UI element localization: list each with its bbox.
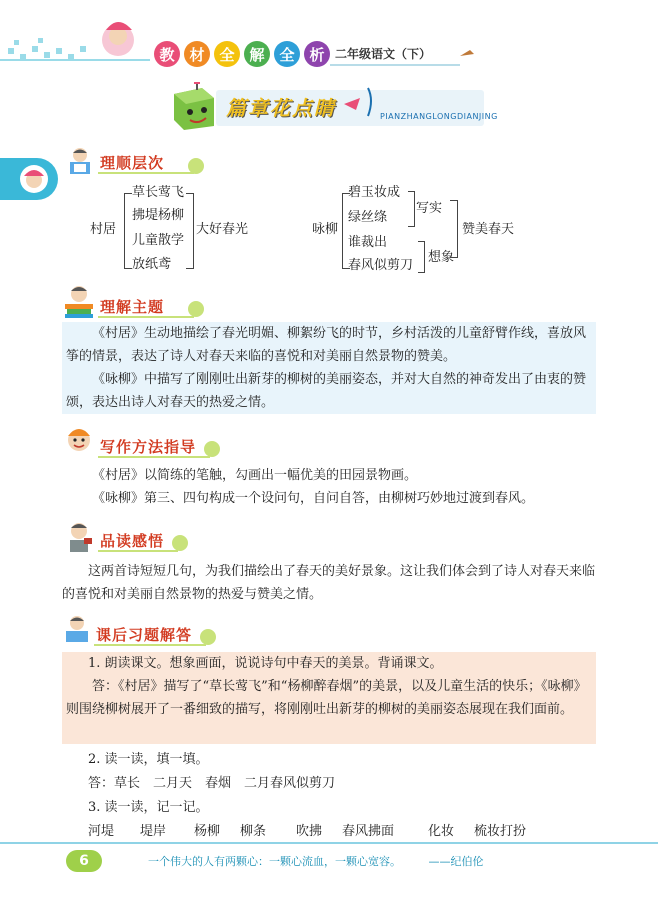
exercise-word-6: 春风拂面 bbox=[342, 824, 395, 839]
exercise-word-7: 化妆 bbox=[428, 824, 455, 839]
reading-block bbox=[62, 560, 596, 606]
section-end-dot bbox=[200, 629, 216, 645]
footer-line bbox=[0, 842, 658, 844]
series-char-2: 材 bbox=[184, 41, 210, 67]
series-title bbox=[150, 38, 335, 70]
series-char-6: 析 bbox=[304, 41, 330, 67]
structure-right-g2-label: 想象 bbox=[428, 250, 455, 265]
structure-right-g1-label: 写实 bbox=[416, 201, 443, 216]
exercise-word-5: 吹拂 bbox=[296, 824, 323, 839]
section-title-reading: 品读感悟 bbox=[100, 532, 165, 550]
writing-paragraph-1: 《村居》以简练的笔触，勾画出一幅优美的田园景物画。 bbox=[92, 468, 418, 483]
section-end-dot bbox=[188, 158, 204, 174]
banner-title: 篇章花点睛 bbox=[226, 96, 336, 120]
writing-paragraph-2: 《咏柳》第三、四句构成一个设问句，自问自答，由柳树巧妙地过渡到春风。 bbox=[92, 491, 535, 506]
section-title-writing: 写作方法指导 bbox=[100, 438, 197, 456]
structure-left-item-2: 拂堤杨柳 bbox=[132, 208, 185, 223]
theme-paragraph-2: 《咏柳》中描写了刚刚吐出新芽的柳树的美丽姿态，并对大自然的神奇发出了由衷的赞颂，表达出诗人对春天的热爱之情。 bbox=[66, 372, 587, 410]
series-char-4: 解 bbox=[244, 41, 270, 67]
section-title-structure: 理顺层次 bbox=[100, 154, 165, 172]
structure-left-item-3: 儿童散学 bbox=[132, 233, 185, 248]
writing-block bbox=[66, 464, 596, 510]
structure-right-g1-item-2: 绿丝绦 bbox=[348, 210, 388, 225]
series-char-1: 教 bbox=[154, 41, 180, 67]
exercise-word-4: 柳条 bbox=[240, 824, 267, 839]
exercise-q2: 2. 读一读，填一填。 bbox=[88, 752, 209, 767]
structure-left-item-1: 草长莺飞 bbox=[132, 185, 185, 200]
exercise-q1: 1. 朗读课文。想象画面，说说诗句中春天的美景。背诵课文。 bbox=[88, 656, 443, 671]
exercise-q3: 3. 读一读，记一记。 bbox=[88, 800, 209, 815]
section-underline bbox=[98, 550, 178, 552]
structure-right-brace-close bbox=[450, 200, 458, 258]
section-end-dot bbox=[172, 535, 188, 551]
section-title-theme: 理解主题 bbox=[100, 298, 165, 316]
structure-right-g1-item-1: 碧玉妆成 bbox=[348, 185, 401, 200]
structure-left-root: 村居 bbox=[90, 222, 117, 237]
structure-left-item-4: 放纸鸢 bbox=[132, 257, 172, 272]
exercise-word-3: 杨柳 bbox=[194, 824, 221, 839]
structure-right-g2-brace bbox=[418, 241, 425, 273]
kid-writing-icon bbox=[62, 614, 92, 644]
grade-label: 二年级语文（下） bbox=[335, 47, 432, 61]
exercise-a2: 答：草长 二月天 春烟 二月春风似剪刀 bbox=[88, 776, 336, 791]
structure-right-g2-item-2: 春风似剪刀 bbox=[348, 258, 414, 273]
section-underline bbox=[94, 644, 206, 646]
exercise-word-1: 河堤 bbox=[88, 824, 115, 839]
theme-paragraph-1: 《村居》生动地描绘了春光明媚、柳絮纷飞的时节，乡村活泼的儿童舒臂作线，喜放风筝的情景，表达了诗人对春天来临的喜悦和对美丽自然景物的赞美。 bbox=[66, 326, 587, 364]
theme-block bbox=[62, 322, 596, 414]
kid-thinking-icon bbox=[62, 520, 96, 554]
header-underline bbox=[330, 64, 460, 66]
section-title-exercises: 课后习题解答 bbox=[96, 626, 193, 644]
section-underline bbox=[98, 172, 194, 174]
structure-left-brace bbox=[124, 193, 132, 269]
series-char-5: 全 bbox=[274, 41, 300, 67]
exercise-a1: 答：《村居》描写了“草长莺飞”和“杨柳醉春烟”的美景，以及儿童生活的快乐；《咏柳》则围绕柳树展开了一番细致的描写，将刚刚吐出新芽的柳树的美丽姿态展现在我们面前。 bbox=[66, 679, 587, 717]
banner-pinyin: PIANZHANGLONGDIANJING bbox=[380, 112, 498, 121]
kid-smile-icon bbox=[62, 424, 96, 458]
structure-right-root: 咏柳 bbox=[312, 222, 339, 237]
page-number: 6 bbox=[66, 850, 102, 872]
reading-paragraph: 这两首诗短短几句，为我们描绘出了春天的美好景象。这让我们体会到了诗人对春天来临的喜悦和对美丽自然景物的热爱与赞美之情。 bbox=[62, 564, 596, 602]
kid-books-icon bbox=[62, 284, 96, 318]
girl-mascot-icon bbox=[0, 158, 58, 200]
exercise-word-2: 堤岸 bbox=[140, 824, 167, 839]
section-underline bbox=[98, 316, 194, 318]
section-end-dot bbox=[188, 301, 204, 317]
side-tab bbox=[0, 158, 58, 200]
kid-reading-icon bbox=[66, 146, 94, 176]
structure-right-result: 赞美春天 bbox=[462, 222, 515, 237]
section-underline bbox=[98, 456, 210, 458]
structure-right-g2-item-1: 谁裁出 bbox=[348, 235, 388, 250]
exercise-q1-block bbox=[62, 652, 596, 744]
section-end-dot bbox=[204, 441, 220, 457]
structure-left-result: 大好春光 bbox=[196, 222, 249, 237]
structure-left-brace-close bbox=[186, 193, 194, 269]
exercise-word-8: 梳妆打扮 bbox=[474, 824, 527, 839]
footer-quote: 一个伟大的人有两颗心：一颗心流血，一颗心宽容。 ——纪伯伦 bbox=[148, 855, 484, 868]
series-char-3: 全 bbox=[214, 41, 240, 67]
structure-right-g1-brace bbox=[408, 191, 415, 227]
